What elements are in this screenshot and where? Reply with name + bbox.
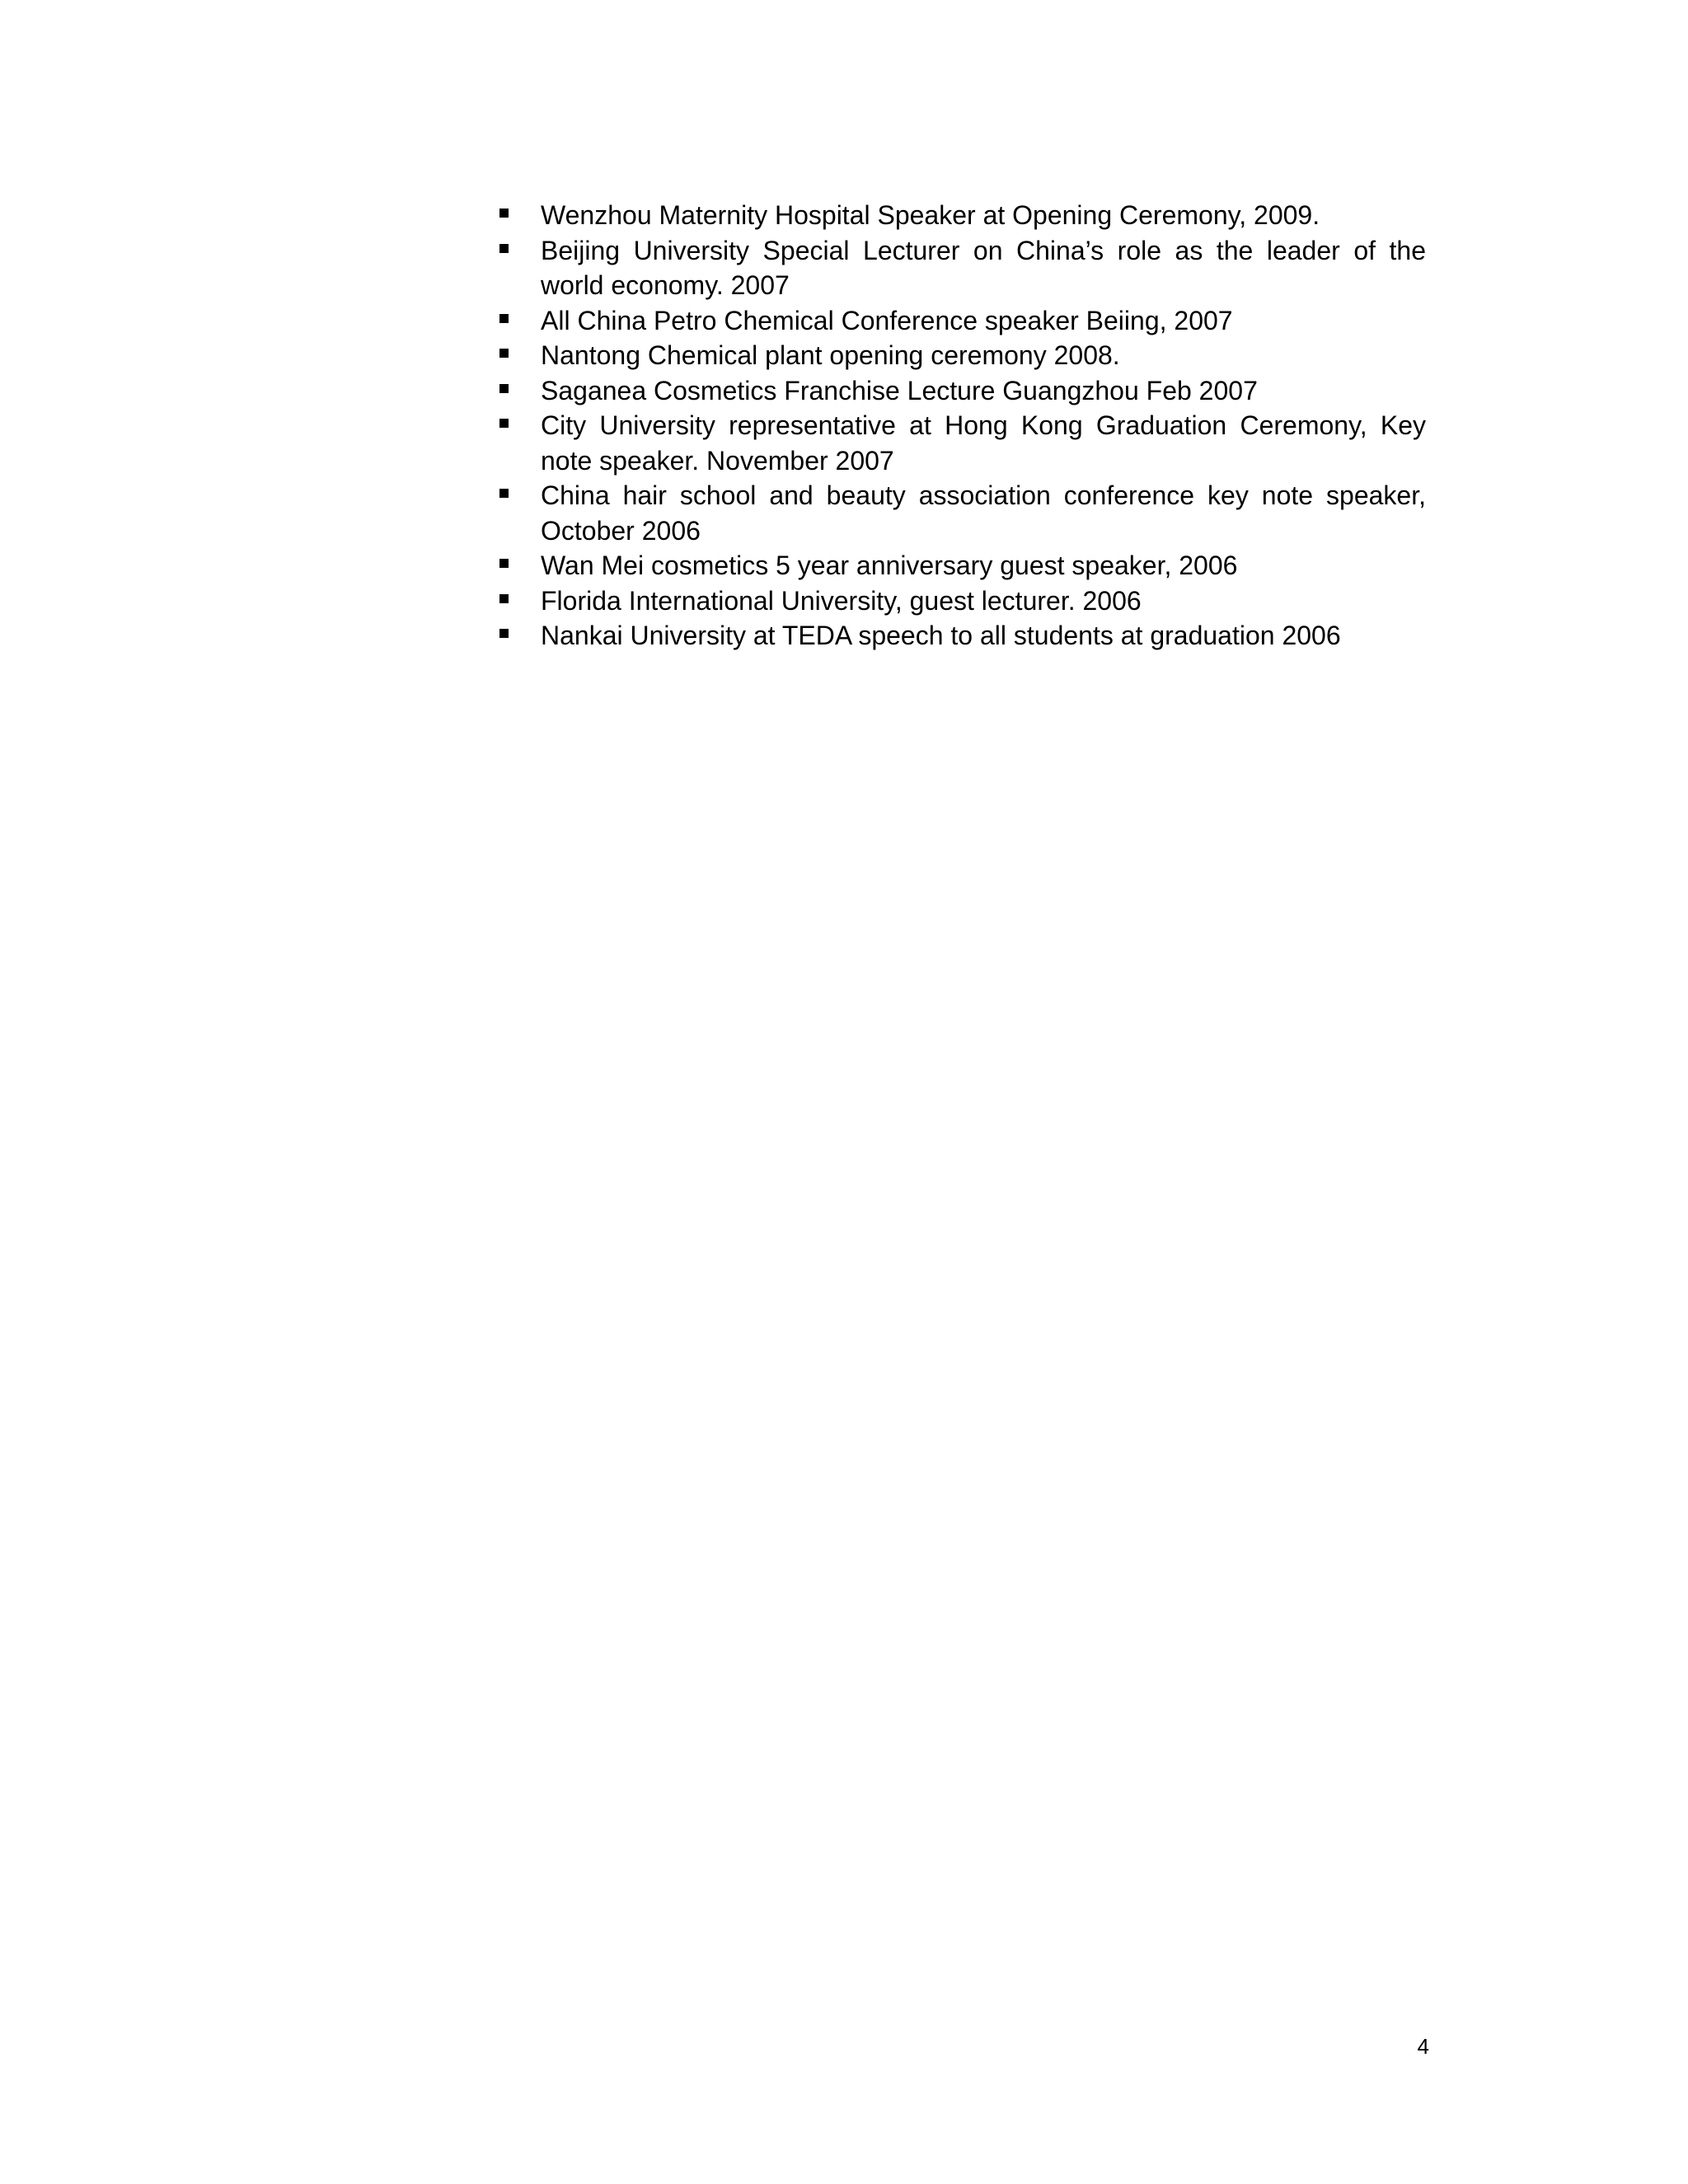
- list-item-text: Beijing University Special Lecturer on China’s role as the leader of the world economy. 2007: [541, 235, 1426, 300]
- list-item: [495, 478, 1426, 548]
- list-item-text: Wenzhou Maternity Hospital Speaker at Opening Ceremony, 2009.: [541, 200, 1320, 230]
- list-item: [495, 233, 1426, 303]
- square-bullet-icon: [499, 489, 509, 498]
- square-bullet-icon: [499, 419, 509, 428]
- list-item-text: Nankai University at TEDA speech to all students at graduation 2006: [541, 621, 1341, 650]
- list-item: [495, 408, 1426, 478]
- list-item-text: China hair school and beauty association conference key note speaker, October 2006: [541, 480, 1426, 546]
- page-number: 4: [1417, 2034, 1429, 2059]
- square-bullet-icon: [499, 349, 509, 358]
- list-item: [495, 198, 1426, 233]
- list-item-text: Florida International University, guest lecturer. 2006: [541, 585, 1142, 616]
- list-item-text: City University representative at Hong Kong Graduation Ceremony, Key note speaker. November 2007: [541, 410, 1426, 476]
- list-item: [495, 583, 1426, 619]
- square-bullet-icon: [499, 629, 509, 638]
- list-item: [495, 303, 1426, 339]
- square-bullet-icon: [499, 559, 509, 568]
- list-item: [495, 373, 1426, 409]
- list-item-text: Wan Mei cosmetics 5 year anniversary guest speaker, 2006: [541, 551, 1238, 580]
- square-bullet-icon: [499, 244, 509, 253]
- list-item: [495, 618, 1426, 654]
- square-bullet-icon: [499, 594, 509, 603]
- list-item: [495, 338, 1426, 373]
- square-bullet-icon: [499, 384, 509, 393]
- square-bullet-icon: [499, 314, 509, 323]
- list-item-text: Saganea Cosmetics Franchise Lecture Guangzhou Feb 2007: [541, 375, 1258, 405]
- list-item-text: Nantong Chemical plant opening ceremony 2008.: [541, 340, 1120, 370]
- list-item: [495, 548, 1426, 583]
- list-item-text: All China Petro Chemical Conference speaker Beiing, 2007: [541, 305, 1233, 335]
- square-bullet-icon: [499, 209, 509, 218]
- speaking-engagements-list: [495, 198, 1426, 654]
